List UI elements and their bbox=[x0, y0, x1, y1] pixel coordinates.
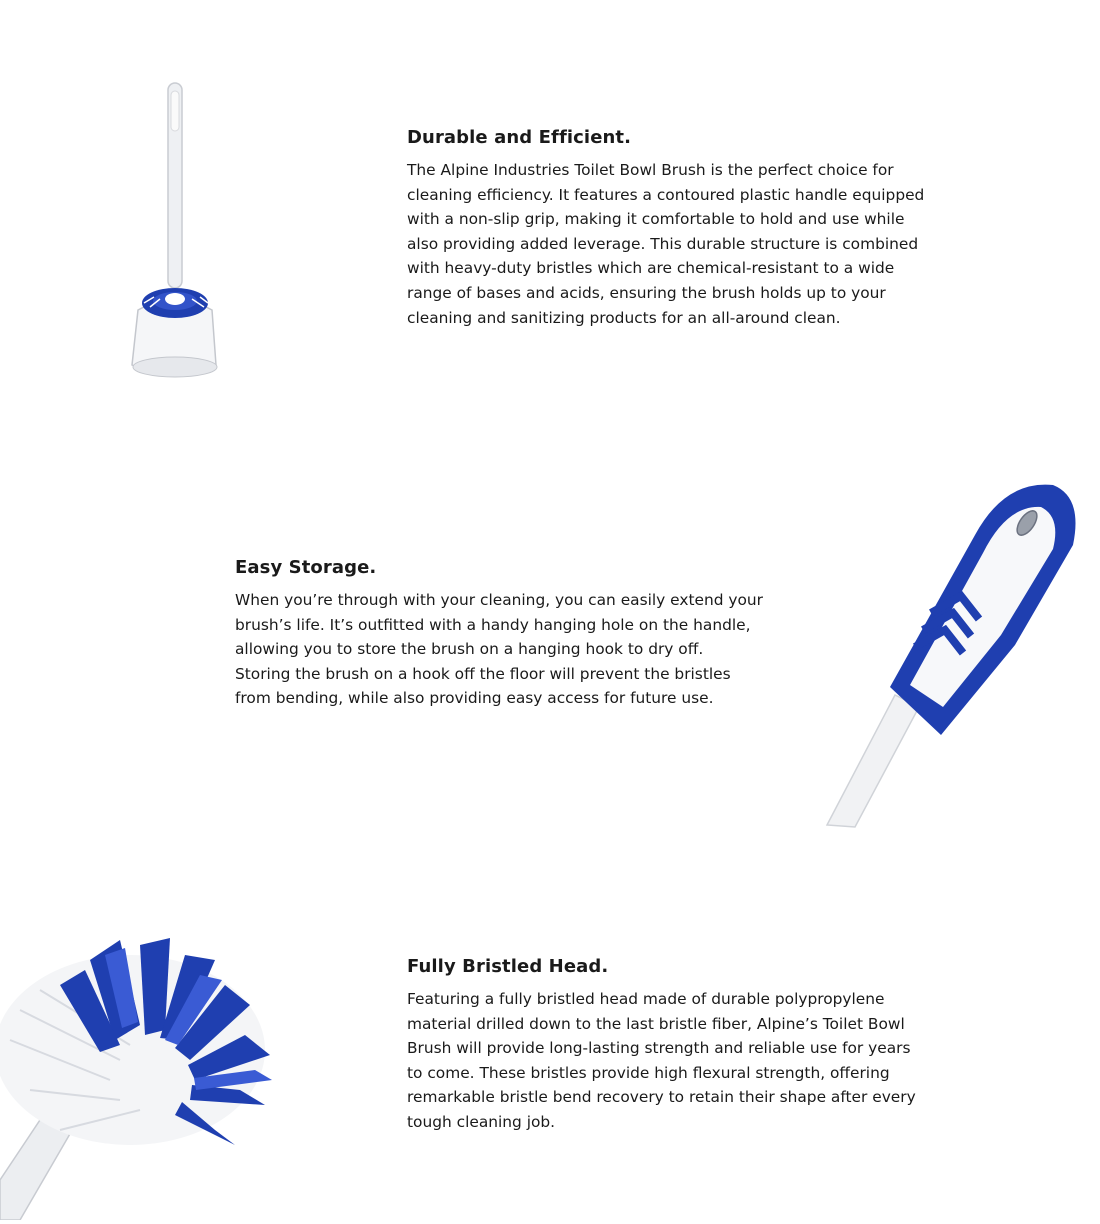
feature-fully-bristled-head bbox=[407, 955, 937, 1135]
feature-description bbox=[235, 588, 780, 711]
description-line: with a non-slip grip, making it comfortable to hold and use while bbox=[407, 210, 905, 229]
description-line: cleaning efficiency. It features a contoured plastic handle equipped bbox=[407, 185, 925, 204]
description-line: brush’s life. It’s outfitted with a handy hanging hole on the handle, bbox=[235, 615, 751, 634]
description-line: tough cleaning job. bbox=[407, 1112, 556, 1131]
description-line: from bending, while also providing easy access for future use. bbox=[235, 689, 714, 708]
description-line: to come. These bristles provide high flexural strength, offering bbox=[407, 1063, 890, 1082]
description-line: with heavy-duty bristles which are chemical-resistant to a wide bbox=[407, 259, 895, 278]
description-line: Brush will provide long-lasting strength and reliable use for years bbox=[407, 1039, 911, 1058]
description-line: remarkable bristle bend recovery to retain their shape after every bbox=[407, 1088, 916, 1107]
feature-heading: Easy Storage. bbox=[235, 557, 377, 578]
brush-handle-closeup-image bbox=[815, 475, 1085, 830]
feature-description bbox=[407, 158, 947, 330]
feature-durable-efficient bbox=[407, 126, 947, 330]
feature-description bbox=[407, 987, 937, 1135]
feature-heading: Fully Bristled Head. bbox=[407, 956, 609, 977]
description-line: Featuring a fully bristled head made of durable polypropylene bbox=[407, 990, 885, 1008]
feature-easy-storage bbox=[235, 556, 780, 711]
bristle-head-closeup-image bbox=[0, 930, 285, 1220]
description-line: range of bases and acids, ensuring the brush holds up to your bbox=[407, 283, 886, 302]
description-line: allowing you to store the brush on a hanging hook to dry off. bbox=[235, 640, 704, 659]
toilet-brush-with-holder-image bbox=[120, 75, 230, 385]
description-line: The Alpine Industries Toilet Bowl Brush is the perfect choice for bbox=[407, 161, 894, 179]
description-line: When you’re through with your cleaning, you can easily extend your bbox=[235, 591, 764, 609]
description-line: Storing the brush on a hook off the floor will prevent the bristles bbox=[235, 664, 731, 683]
description-line: cleaning and sanitizing products for an all-around clean. bbox=[407, 308, 841, 327]
description-line: also providing added leverage. This durable structure is combined bbox=[407, 234, 919, 253]
feature-heading: Durable and Efficient. bbox=[407, 127, 632, 148]
description-line: material drilled down to the last bristle fiber, Alpine’s Toilet Bowl bbox=[407, 1014, 905, 1033]
